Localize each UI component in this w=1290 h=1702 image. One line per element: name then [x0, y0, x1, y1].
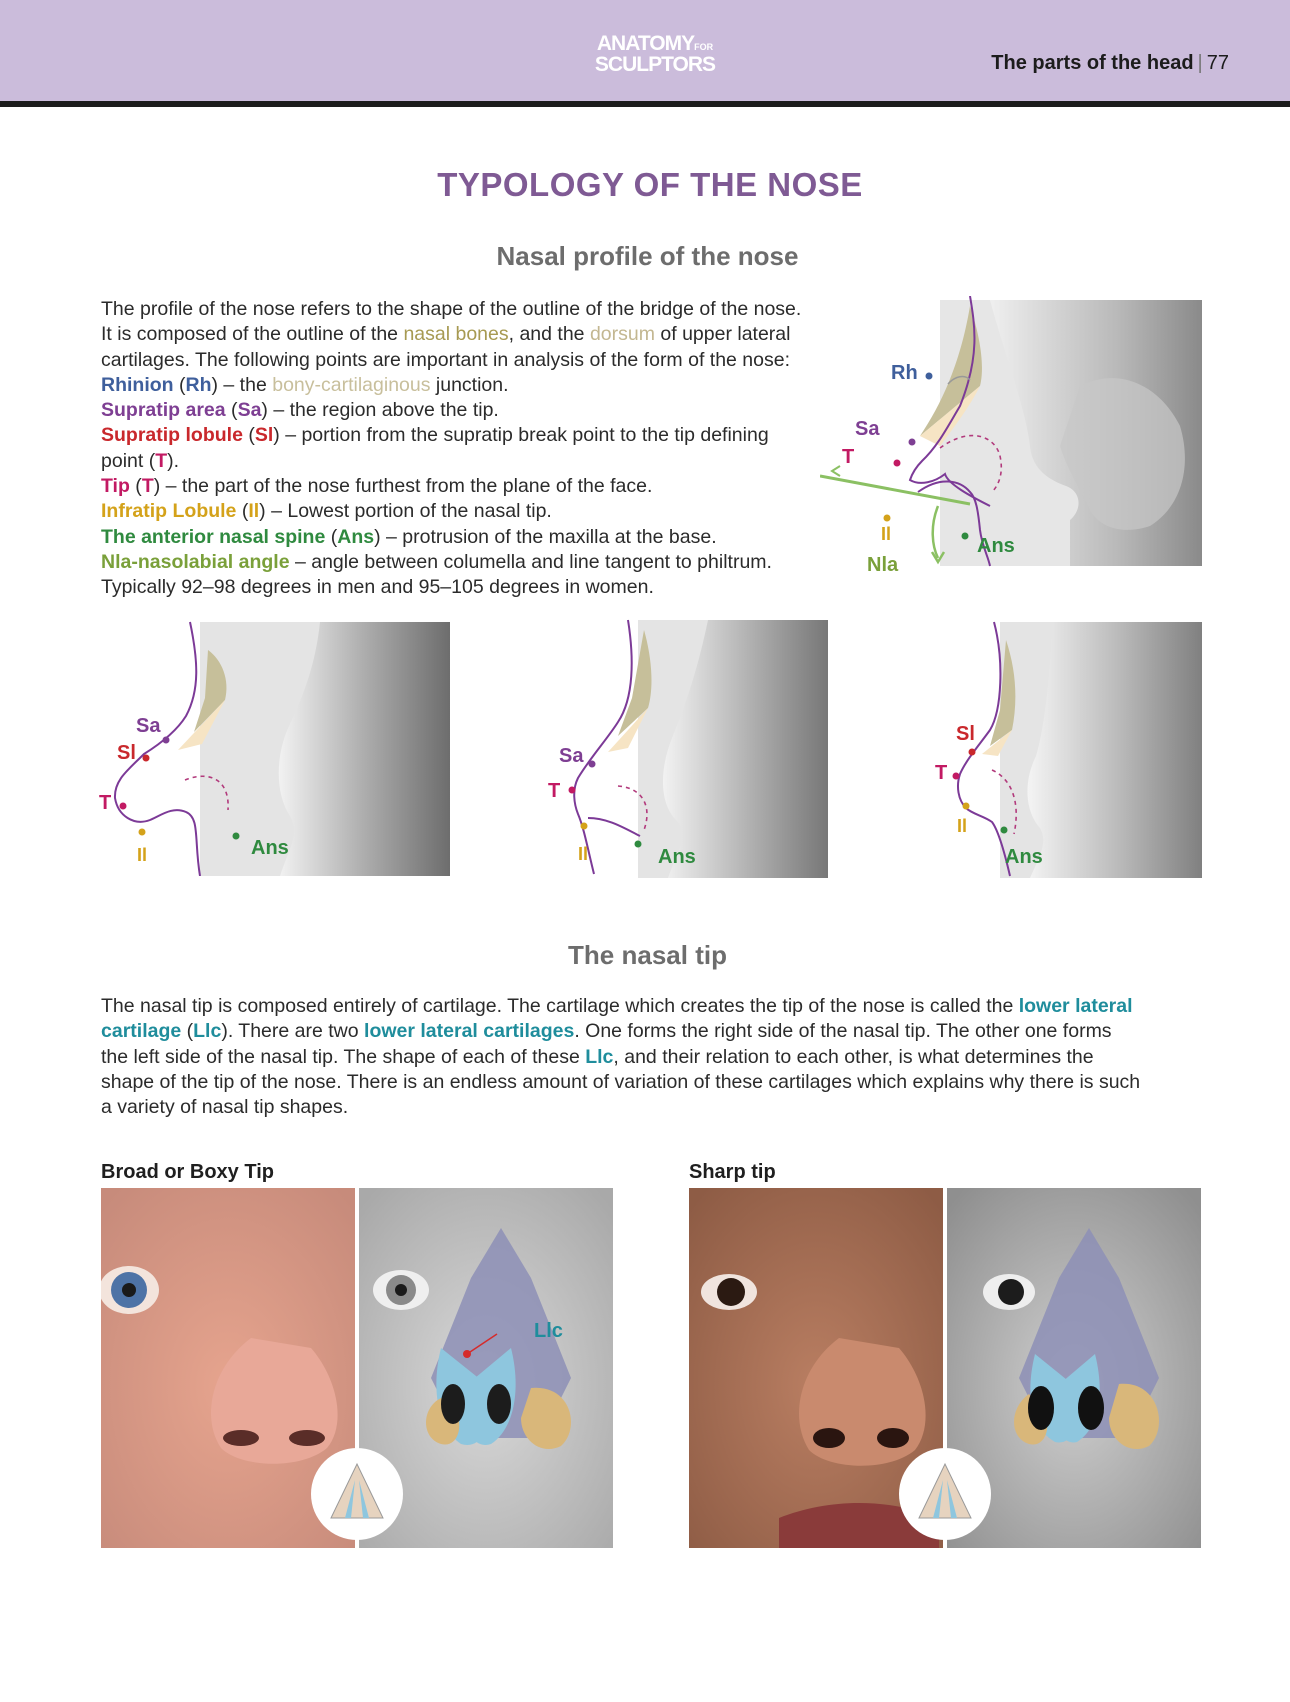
page-header	[0, 0, 1290, 101]
section-title: The parts of the head	[991, 52, 1194, 74]
label-il: Il	[957, 816, 968, 836]
nose-profile-variant-1	[90, 620, 450, 876]
caption-broad-tip: Broad or Boxy Tip	[101, 1161, 274, 1183]
definition-nla: Nla-nasolabial angle – angle between columella and line tangent to philtrum.	[101, 550, 772, 573]
label-il: Il	[137, 845, 148, 865]
broad-tip-photo	[101, 1188, 613, 1548]
label-t: T	[842, 446, 855, 468]
label-llc: Llc	[534, 1320, 563, 1342]
definition-rhinion: Rhinion (Rh) – the bony-cartilaginous junction.	[101, 373, 509, 396]
label-t: T	[548, 780, 561, 802]
section-heading-tip: The nasal tip	[568, 940, 727, 970]
label-rh: Rh	[891, 362, 918, 384]
definition-supratip-area: Supratip area (Sa) – the region above the tip.	[101, 399, 499, 422]
label-il: Il	[578, 844, 589, 864]
nose-profile-variant-3	[920, 620, 1202, 878]
page-number: 77	[1206, 52, 1229, 74]
label-ans: Ans	[251, 837, 289, 859]
label-t: T	[99, 792, 112, 814]
label-sa: Sa	[855, 418, 880, 440]
label-sl: Sl	[956, 723, 975, 745]
header-divider	[0, 101, 1290, 107]
nose-profile-variant-2	[548, 618, 828, 878]
anatomy-for-sculptors-logo: ANATOMYFOR SCULPTORS	[594, 32, 716, 76]
label-nla: Nla	[867, 554, 899, 576]
running-header: The parts of the head | 77	[991, 52, 1229, 74]
page-title: TYPOLOGY OF THE NOSE	[437, 166, 863, 203]
definition-tip: Tip (T) – the part of the nose furthest from the plane of the face.	[101, 475, 653, 498]
section-heading-profile: Nasal profile of the nose	[496, 241, 799, 271]
label-il: Il	[881, 524, 892, 544]
label-ans: Ans	[977, 535, 1015, 557]
definition-ans: The anterior nasal spine (Ans) – protrusion of the maxilla at the base.	[101, 525, 717, 548]
label-sl: Sl	[117, 742, 136, 764]
label-ans: Ans	[1005, 846, 1043, 868]
nasal-tip-description: The nasal tip is composed entirely of cartilage. The cartilage which creates the tip of the nose is called the lower lateral cartilage (Llc). There are two lower lateral cartilages. One forms the right side of the nasal tip. The other one forms the left side of the nasal tip. The shape of each of these Llc, and their relation to each other, is what determines the shape of the tip of the nose. There is an endless amount of variation of these cartilages which explains why there is such a variety of nasal tip shapes.	[101, 995, 1141, 1119]
nose-profile-main-diagram	[820, 296, 1202, 600]
label-sa: Sa	[559, 745, 584, 767]
caption-sharp-tip: Sharp tip	[689, 1161, 776, 1183]
sharp-tip-photo	[689, 1188, 1201, 1548]
definition-infratip-lobule: Infratip Lobule (Il) – Lowest portion of the nasal tip.	[101, 500, 552, 523]
profile-description: The profile of the nose refers to the shape of the outline of the bridge of the nose. It is composed of the outline of the nasal bones, and the dorsum of upper lateral cartilages. The following points are important in analysis of the form of the nose: Rhinion (Rh) – the bony-cartilaginous junction. Supratip area (Sa) – the region above the tip. Supratip lobule (Sl) – portion from the supratip break point to the tip defining point (T). Tip (T) – the part of the nose furthest from the plane of the face. Infratip Lobule (Il) – Lowest portion of the nasal tip. The anterior nasal spine (Ans) – protrusion of the maxilla at the base. Nla-nasolabial angle – angle between columella and line tangent to philtrum. Typically 92–98 degrees in men and 95–105 degrees in women.	[101, 297, 841, 601]
label-t: T	[935, 762, 948, 784]
definition-supratip-lobule: Supratip lobule (Sl) – portion from the supratip break point to the tip defining	[101, 424, 769, 447]
label-sa: Sa	[136, 715, 161, 737]
label-ans: Ans	[658, 846, 696, 868]
